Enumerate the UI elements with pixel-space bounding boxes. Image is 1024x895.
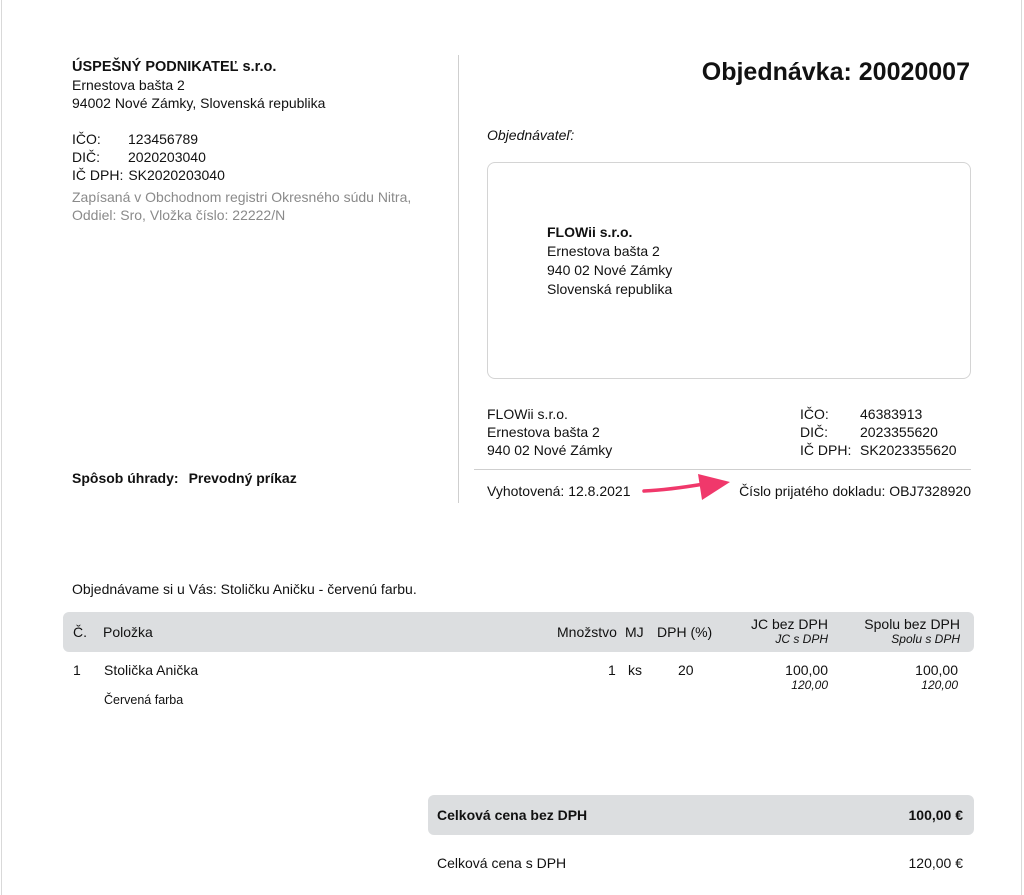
row-total <box>915 662 958 692</box>
total-net-value: 100,00 € <box>908 807 963 823</box>
supplier-street: Ernestova bašta 2 <box>72 77 185 93</box>
supplier-city: 94002 Nové Zámky, Slovenská republika <box>72 95 326 111</box>
buyer-icdph-label: IČ DPH: <box>800 442 852 458</box>
header-unit: MJ <box>625 624 644 640</box>
supplier-dic-label: DIČ: <box>72 149 100 165</box>
header-item: Položka <box>103 624 153 640</box>
arrow-head <box>698 474 730 500</box>
row-total-gross: 120,00 <box>921 678 958 692</box>
row-quantity: 1 <box>608 662 616 678</box>
register-line-2: Oddiel: Sro, Vložka číslo: 22222/N <box>72 207 286 223</box>
supplier-name: ÚSPEŠNÝ PODNIKATEĽ s.r.o. <box>72 59 277 75</box>
issued-date: Vyhotovená: 12.8.2021 <box>487 483 631 499</box>
total-gross-label: Celková cena s DPH <box>437 855 567 871</box>
header-quantity: Množstvo <box>557 624 617 640</box>
document-title: Objednávka: 20020007 <box>701 58 970 86</box>
row-item-name: Stolička Anička <box>104 662 199 678</box>
total-net-bar <box>428 795 974 835</box>
recipient-country: Slovenská republika <box>547 281 673 297</box>
header-unit-price-sub: JC s DPH <box>775 632 828 646</box>
row-vat: 20 <box>678 662 694 678</box>
header-unit-price <box>751 616 828 646</box>
buyer-ico-label: IČO: <box>800 406 829 422</box>
recipient-address-box <box>487 162 971 379</box>
row-number: 1 <box>73 662 81 678</box>
payment-value: Prevodný príkaz <box>188 470 297 486</box>
supplier-icdph-label: IČ DPH: <box>72 167 124 183</box>
buyer-icdph: SK2023355620 <box>860 442 957 458</box>
order-intro-text: Objednávame si u Vás: Stoličku Aničku - červenú farbu. <box>72 581 417 597</box>
total-net-label: Celková cena bez DPH <box>437 807 588 823</box>
header-total-sub: Spolu s DPH <box>891 632 960 646</box>
row-unit-price-gross: 120,00 <box>791 678 828 692</box>
row-total-net: 100,00 <box>915 662 958 678</box>
orderer-label: Objednávateľ: <box>487 127 575 143</box>
header-vat: DPH (%) <box>657 624 713 640</box>
header-total <box>864 616 960 646</box>
arrow-shaft <box>644 484 704 491</box>
row-item-note: Červená farba <box>104 693 184 707</box>
buyer-street: Ernestova bašta 2 <box>487 424 600 440</box>
buyer-dic-label: DIČ: <box>800 424 828 440</box>
register-line-1: Zapísaná v Obchodnom registri Okresného súdu Nitra, <box>72 189 412 205</box>
supplier-block <box>72 58 411 224</box>
header-unit-price-label: JC bez DPH <box>750 616 828 632</box>
pink-arrow-icon <box>640 470 732 510</box>
buyer-name: FLOWii s.r.o. <box>487 406 568 422</box>
header-total-label: Spolu bez DPH <box>864 616 960 632</box>
items-table-header <box>63 612 974 652</box>
row-unit-price <box>785 662 828 692</box>
row-unit-price-net: 100,00 <box>785 662 828 678</box>
received-document-number: Číslo prijatého dokladu: OBJ7328920 <box>739 483 971 499</box>
payment-method <box>72 470 297 486</box>
recipient-street: Ernestova bašta 2 <box>547 243 660 259</box>
buyer-address <box>487 405 612 459</box>
recipient-city: 940 02 Nové Zámky <box>547 262 673 278</box>
column-divider <box>458 55 459 503</box>
supplier-icdph: SK2020203040 <box>128 167 225 183</box>
buyer-dic: 2023355620 <box>860 424 938 440</box>
supplier-icdph-line <box>72 166 411 184</box>
recipient-name: FLOWii s.r.o. <box>547 224 633 240</box>
supplier-ico-line <box>72 130 411 148</box>
header-number: Č. <box>73 624 87 640</box>
total-gross-value: 120,00 € <box>908 855 963 871</box>
supplier-ico: 123456789 <box>128 131 199 147</box>
supplier-dic: 2020203040 <box>128 149 206 165</box>
row-unit: ks <box>628 662 642 678</box>
payment-label: Spôsob úhrady: <box>72 470 179 486</box>
supplier-dic-line <box>72 148 411 166</box>
buyer-ico: 46383913 <box>860 406 923 422</box>
supplier-ico-label: IČO: <box>72 131 101 147</box>
buyer-registration <box>800 405 957 459</box>
buyer-city: 940 02 Nové Zámky <box>487 442 613 458</box>
